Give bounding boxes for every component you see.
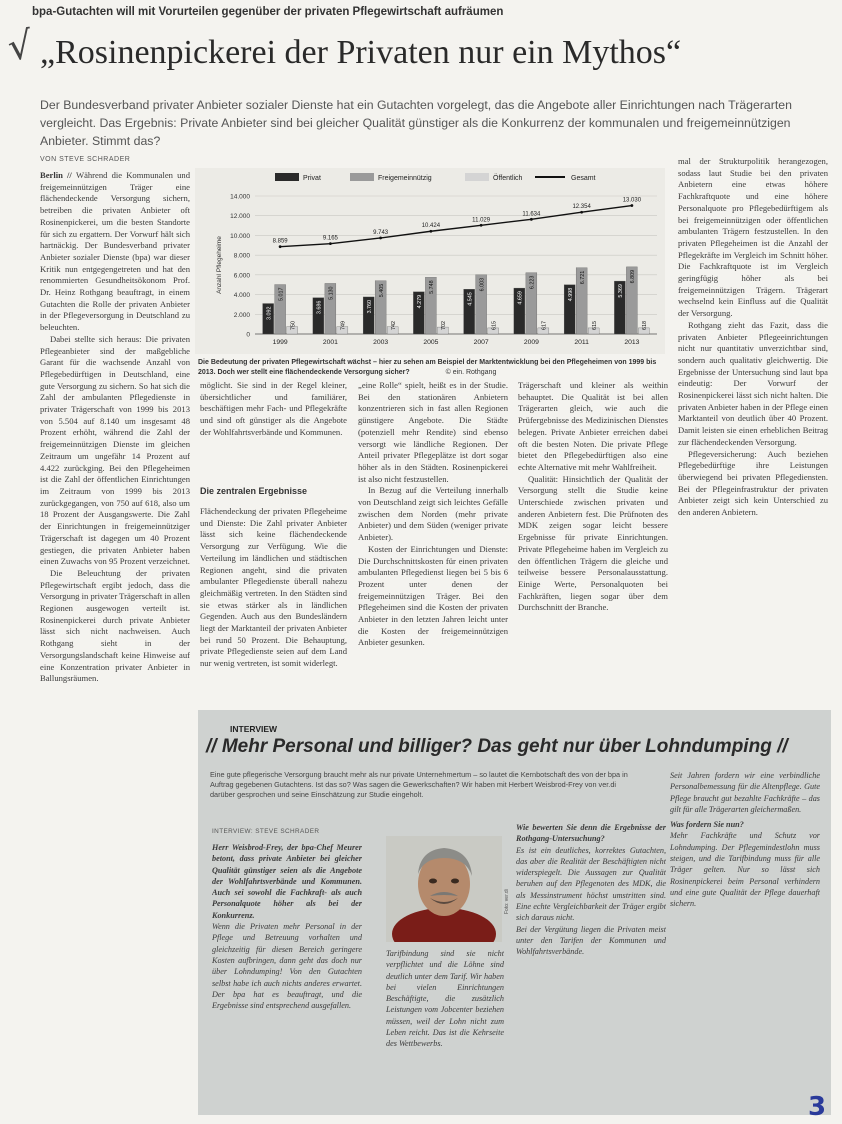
subheading: Die zentralen Ergebnisse	[200, 486, 308, 496]
col5-paragraph-1: mal der Strukturpolitik herangezogen, sodass laut Studie bei den privaten Anbietern eine etwas höhere Fachkraftquote und eine höhere Personalquote pro Pflegebedürftigem als bei freigemeinnützigen oder öffentlichen ambulanten Trägern festzustellen. In den privaten Pflegeheimen ist die Anzahl der Pflegekräfte im Vergleich im Schnitt höher. Die Fachkraftquote ist im Vergleich geringfügig höher als bei freigemeinnützigen Trägern. Trägerart wechselnd kein Einfluss auf die Qualität der Versorgung.	[678, 156, 828, 319]
interview-question-3: Was fordern Sie nun?	[670, 820, 744, 830]
chart-caption	[198, 358, 663, 378]
article-column-2	[200, 380, 347, 480]
total-line-point	[429, 230, 432, 233]
x-tick-label: 1999	[272, 339, 288, 346]
y-tick-label: 14.000	[230, 193, 250, 201]
total-value-label: 10.424	[421, 223, 441, 230]
article-column-5	[678, 156, 828, 700]
interview-column-1	[212, 842, 362, 1108]
bar-value-label: 615	[591, 321, 598, 330]
y-tick-label: 0	[246, 331, 250, 339]
total-line-point	[329, 242, 332, 245]
col4-paragraph-1: Trägerschaft und kleiner als weithin behauptet. Die Qualität ist bei allen Trägerarten gleich, wie auch die Prüfergebnisse des Medizinischen Dienstes belegen. Private Anbieter erreichen dabei oft die besten Noten. Die private Pflege bietet den Pflegebedürftigen also eine echte Alternative mit mehr Wahlfreiheit.	[518, 380, 668, 472]
article-column-3	[358, 380, 508, 700]
total-line-point	[279, 245, 282, 248]
interview-answer-4b: Mehr Fachkräfte und Schutz vor Lohndumping. Der Pflegemindestlohn muss steigen, und die Tarifbindung muss für alle Träger gelten. Nur so lässt sich Rosinenpickerei beim Personal verhindern und eine gute Qualität der Pflege dauerhaft sichern.	[670, 831, 820, 909]
col3-paragraph-3: Kosten der Einrichtungen und Dienste: Die Durchschnittskosten für einen privaten ambulanten Pflegedienst liegen bei 5 bis 6 Prozent unter denen der freigemeinnützigen Träger. Bei den Pflegeheimen sind die Kosten der privaten Anbieter in den letzten Jahren leicht unter die Kosten der freigemeinnützigen Anbieter gesunken.	[358, 543, 508, 648]
bar-value-label: 5.017	[278, 287, 285, 302]
x-tick-label: 2013	[624, 339, 640, 346]
col5-paragraph-3: Pflegeversicherung: Auch beziehen Pflegebedürftige ihre Leistungen überwiegend bei privaten Pflegediensten. Bei der Pflegeinfrastruktur der privaten Anbieter zeigt sich kein Unterschied zu den anderen Anbietern.	[678, 448, 828, 518]
photo-credit: Foto: ver.di	[504, 889, 510, 914]
total-value-label: 9.743	[373, 229, 389, 236]
bar-value-label: 5.369	[618, 284, 625, 298]
legend-label: Öffentlich	[493, 175, 523, 182]
total-value-label: 13.030	[622, 197, 642, 204]
interview-byline: INTERVIEW: STEVE SCHRADER	[212, 828, 320, 835]
col1-paragraph-2: Dabei stellte sich heraus: Die privaten Pflegeanbieter sind der maßgebliche Garant für die wachsende Anzahl von Pflegebedürftigen in Deutschland, eine gute Versorgung zu sichern. So hat sich die Zahl der ambulanten Pflegedienste in privater Trägerschaft von 1999 bis 2013 von 5.504 auf 8.140 um insgesamt 48 Prozent erhöht, während die Zahl der freigemeinnützigen Dienste im gleichen Zeitraum um ungefähr 14 Prozent auf 4.422 zurückging. Bei den Pflegeheimen ist die Zahl der öffentlichen Einrichtungen im Zeitraum von 1999 bis 2013 zurückgegangen, von 750 auf 618, also um 18 Prozent der Ausgangswerte. Die Zahl der Einrichtungen in freigemeinnütziger Trägerschaft ist dagegen um 40 Prozent gestiegen, die privaten Anbieter haben einen Zuwachs von 95 Prozent verzeichnet.	[40, 333, 190, 567]
col2-paragraph-2: Flächendeckung der privaten Pflegeheime und Dienste: Die Zahl privater Anbieter lässt sich keine flächendeckende Versorgung zur Verfügung. Wie die Verteilung im ländlichen und städtischen Regionen angeht, sind die privaten ambulanter Pflegedienste überall nahezu gleichmäßig vertreten. In den Städten sind sie etwas stärker als in ländlichen Gegenden. Auch aus den Bundesländern liegt der Marktanteil der privaten Anbieter bei rund 50 Prozent. Die Behauptung, private Pflegedienste seien auf dem Land nur wenig vertreten, ist somit widerlegt.	[200, 506, 347, 669]
page-number: 3	[808, 1092, 827, 1122]
interview-answer-3: Es ist ein deutliches, korrektes Gutachten, das aber die Realität der Beschäftigten nicht widerspiegelt. Die Aussagen zur Qualität beruhen auf den Pflegenoten des MDK, die als Messinstrument höchst umstritten sind. Eine echte Vergleichbarkeit der Träger ergibt sich daraus nicht.	[516, 845, 666, 923]
bar-value-label: 6.809	[630, 269, 637, 284]
interview-box	[198, 710, 831, 1115]
total-value-label: 8.859	[272, 238, 288, 245]
legend-swatch	[275, 173, 299, 181]
col3-paragraph-2: In Bezug auf die Verteilung innerhalb von Deutschland zeigt sich leichtes Gefälle zwischen dem Norden (mehr private Anbieter) und dem Süden (weniger private Anbieter).	[358, 485, 508, 543]
bar-value-label: 3.760	[366, 299, 373, 314]
interview-answer-3b: Bei der Vergütung liegen die Privaten meist unter den Tarifen der Kommunen und Wohlfahrtsverbände.	[516, 924, 666, 957]
total-value-label: 9.165	[322, 235, 338, 242]
bar-chart	[195, 168, 665, 354]
bar-value-label: 750	[290, 321, 297, 330]
lead-paragraph: Der Bundesverband privater Anbieter sozialer Dienste hat ein Gutachten vorgelegt, das die Angebote aller Einrichtungen nach Trägerarten vergleicht. Das Ergebnis: Private Anbieter sind bei gleicher Qualität günstiger als die Konkurrenz der kommunalen und freigemeinnützigen Anbieter. Stimmt das?	[40, 98, 792, 148]
interview-column-2	[386, 948, 504, 1108]
kicker: bpa-Gutachten will mit Vorurteilen gegenüber der privaten Pflegewirtschaft aufräumen	[32, 6, 504, 18]
col4-paragraph-2: Qualität: Hinsichtlich der Qualität der Versorgung stellt die Studie keine Unterschiede zwischen privaten und anderen Anbietern fest. Die Prüfnoten des MDK zeigen sogar leicht bessere Ergebnisse für private Einrichtungen. Private Pflegeheime haben im Vergleich zu den öffentlichen Trägern die gleiche und teilweise bessere Personalausstattung. Einige Werte, Personalquoten bei Fachkräften, liegen sogar über dem Durchschnitt der Branche.	[518, 473, 668, 613]
x-tick-label: 2001	[322, 339, 338, 346]
y-tick-label: 12.000	[230, 213, 250, 221]
total-line-point	[379, 237, 382, 240]
y-tick-label: 2.000	[233, 311, 250, 319]
bar-value-label: 4.998	[567, 287, 574, 302]
interview-title: // Mehr Personal und billiger? Das geht nur über Lohndumping //	[206, 736, 788, 757]
bar-value-label: 702	[441, 321, 448, 330]
total-value-label: 12.354	[572, 204, 591, 211]
total-value-label: 11.634	[522, 211, 541, 218]
interview-question-2: Wie bewerten Sie denn die Ergebnisse der Rothgang-Untersuchung?	[516, 823, 666, 844]
interview-answer-2: Tarifbindung sind sie nicht verpflichtet und die Löhne sind deutlich unter dem Tarif. Wir haben bei vielen Einrichtungen Beschäftigte, die zusätzlich Leistungen vom Jobcenter beziehen müssen, weil der Lohn nicht zum Leben reicht. Das ist die Kehrseite des Wettbewerbs.	[386, 949, 504, 1049]
bar-value-label: 615	[491, 321, 498, 330]
y-tick-label: 4.000	[233, 292, 250, 300]
col5-paragraph-2: Rothgang zieht das Fazit, dass die privaten Anbieter Pflegeeinrichtungen nicht nur quantitativ unverzichtbar sind, sondern auch qualitativ gleichwertig. Die Ergebnisse der Untersuchung sind laut bpa eindeutig: Der Vorwurf der Rosinenpickerei lässt sich nicht halten. Die privaten Anbieter haben in der Pflege einen Marktanteil von deutlich über 40 Prozent. Damit leisten sie einen erheblichen Beitrag zur flächendeckenden Versorgung.	[678, 319, 828, 447]
bar-value-label: 742	[390, 321, 397, 330]
check-mark-icon: √	[5, 22, 36, 70]
article-column-2b	[200, 506, 347, 700]
bar-value-label: 6.223	[529, 275, 536, 290]
x-tick-label: 2007	[473, 339, 489, 346]
col3-paragraph-1: „eine Rolle“ spielt, heißt es in der Studie. Bei den stationären Anbietern konzentrieren sich in fast allen Regionen günstigere Angebote. Die Städte (potenziell mehr Rendite) sind ebenso versorgt wie ländliche Regionen. Der Anteil privater Pflegeplätze ist dort sogar höher als in den Städten. Rosinenpickerei ist also nicht festzustellen.	[358, 380, 508, 484]
interview-answer-1: Wenn die Privaten mehr Personal in der Pflege und Betreuung vorhalten und gleichzeitig für diesen Bereich geringere Kosten aufbringen, dann geht das doch nur über Lohndumping! Von den Gutachten selbst habe ich auch nichts anderes erwartet. Der bpa hat es beauftragt, und die Ergebnisse sind entsprechend ausgefallen.	[212, 922, 362, 1011]
bar-value-label: 3.092	[266, 306, 273, 321]
x-tick-label: 2011	[574, 339, 589, 346]
legend-swatch	[350, 173, 374, 181]
interview-label: INTERVIEW	[230, 724, 278, 734]
bar-value-label: 5.748	[429, 280, 436, 294]
y-tick-label: 6.000	[233, 272, 250, 280]
dateline: Berlin //	[40, 170, 76, 180]
bar-value-label: 3.686	[316, 300, 323, 315]
legend-label: Privat	[303, 175, 321, 182]
interview-column-3	[516, 822, 666, 1108]
total-line-point	[580, 211, 583, 214]
bar-value-label: 6.721	[579, 270, 586, 285]
portrait-photo	[386, 836, 502, 942]
interview-question-1: Herr Weisbrod-Frey, der bpa-Chef Meurer betont, dass private Anbieter bei gleicher Qualität günstiger seien als die Angebote der Wohlfahrtsverbände und Kommunen. Auch sei sowohl die Fachkraft- als auch Personalquote höher als bei der Konkurrenz.	[212, 843, 362, 920]
article-column-1	[40, 170, 190, 1106]
total-line-point	[480, 224, 483, 227]
chart-svg	[195, 168, 665, 354]
x-tick-label: 2003	[373, 339, 389, 346]
x-tick-label: 2005	[423, 339, 439, 346]
col2-paragraph-1: möglicht. Sie sind in der Regel kleiner, übersichtlicher und familiärer, beschäftigen mehr Fach- und Pflegekräfte und sind oft günstiger als die Angebote der Wohlfahrtsverbände und Kommunen.	[200, 380, 347, 437]
bar-value-label: 6.003	[479, 277, 486, 292]
legend-swatch	[465, 173, 489, 181]
x-tick-label: 2009	[523, 339, 539, 346]
y-tick-label: 10.000	[230, 232, 250, 240]
bar-value-label: 4.279	[417, 294, 424, 309]
y-tick-label: 8.000	[233, 252, 250, 260]
article-column-4	[518, 380, 668, 700]
portrait-illustration	[386, 836, 502, 942]
bar-value-label: 5.405	[378, 283, 385, 298]
byline: VON STEVE SCHRADER	[40, 156, 131, 163]
bar-value-label: 4.659	[517, 291, 524, 305]
total-line-point	[630, 204, 633, 207]
interview-answer-4: Seit Jahren fordern wir eine verbindliche Personalbemessung für die Altenpflege. Gute Pflege braucht gut bezahlte Fachkräfte – das gilt für alle Trägerarten gleichermaßen.	[670, 771, 820, 814]
bar-value-label: 5.130	[328, 286, 335, 300]
col1-paragraph-1: Während die Kommunalen und freigemeinnützigen Träger eine flächendeckende Versorgung sichern, betreiben die privaten Anbieter oft Rosinenpickerei, um die besten Standorte für sich zu ergattern. Der Vorwurf hält sich hartnäckig. Der Bundesverband privater Anbieter sozialer Dienste (bpa) war dieser Kritik nun entgegengetreten und hat den renommierten Gesundheitsökonom Prof. Dr. Heinz Rothgang beauftragt, in einem Gutachten die Rolle der privaten Anbieter in der Pflegeversorgung in Deutschland zu beleuchten.	[40, 170, 190, 333]
bar-value-label: 4.545	[467, 292, 474, 306]
legend-label: Freigemeinnützig	[378, 175, 432, 182]
interview-lead: Eine gute pflegerische Versorgung braucht mehr als nur private Unternehmertum – so lautet die Kernbotschaft des von der bpa in Auftrag gegebenen Gutachtens. Ist das so? Was sagen die Gewerkschaften? Wir haben mit Herbert Weisbrod-Frey von ver.di darüber gesprochen und seine Einschätzung zur Studie eingeholt.	[210, 770, 628, 800]
y-axis-label: Anzahl Pflegeheime	[216, 236, 223, 294]
bar-value-label: 618	[642, 321, 649, 330]
total-value-label: 11.029	[472, 217, 491, 224]
chart-caption-text: Die Bedeutung der privaten Pflegewirtschaft wächst – hier zu sehen am Beispiel der Marktentwicklung bei den Pflegeheimen von 1999 bis 2013. Doch wer stellt eine flächendeckende Versorgung sicher?	[198, 359, 657, 376]
legend-label: Gesamt	[571, 175, 596, 182]
interview-column-4	[670, 770, 820, 1108]
col1-paragraph-3: Die Beleuchtung der privaten Pflegewirtschaft ergibt jedoch, dass die Versorgung in privater Trägerschaft in allen Regionen ausgewogen verteilt ist. Rosinenpickerei durch private Anbieter lässt sich nicht nachweisen. Auch Rothgang sieht in der Versorgungslandschaft keine Hinweise auf eine Konzentration privater Anbieter in Ballungsräumen.	[40, 567, 190, 684]
bar-value-label: 749	[340, 321, 347, 330]
chart-credit: © ein. Rothgang	[445, 369, 497, 376]
headline: „Rosinenpickerei der Privaten nur ein Mythos“	[40, 34, 682, 71]
bar-value-label: 617	[541, 321, 548, 330]
total-line-point	[530, 218, 533, 221]
